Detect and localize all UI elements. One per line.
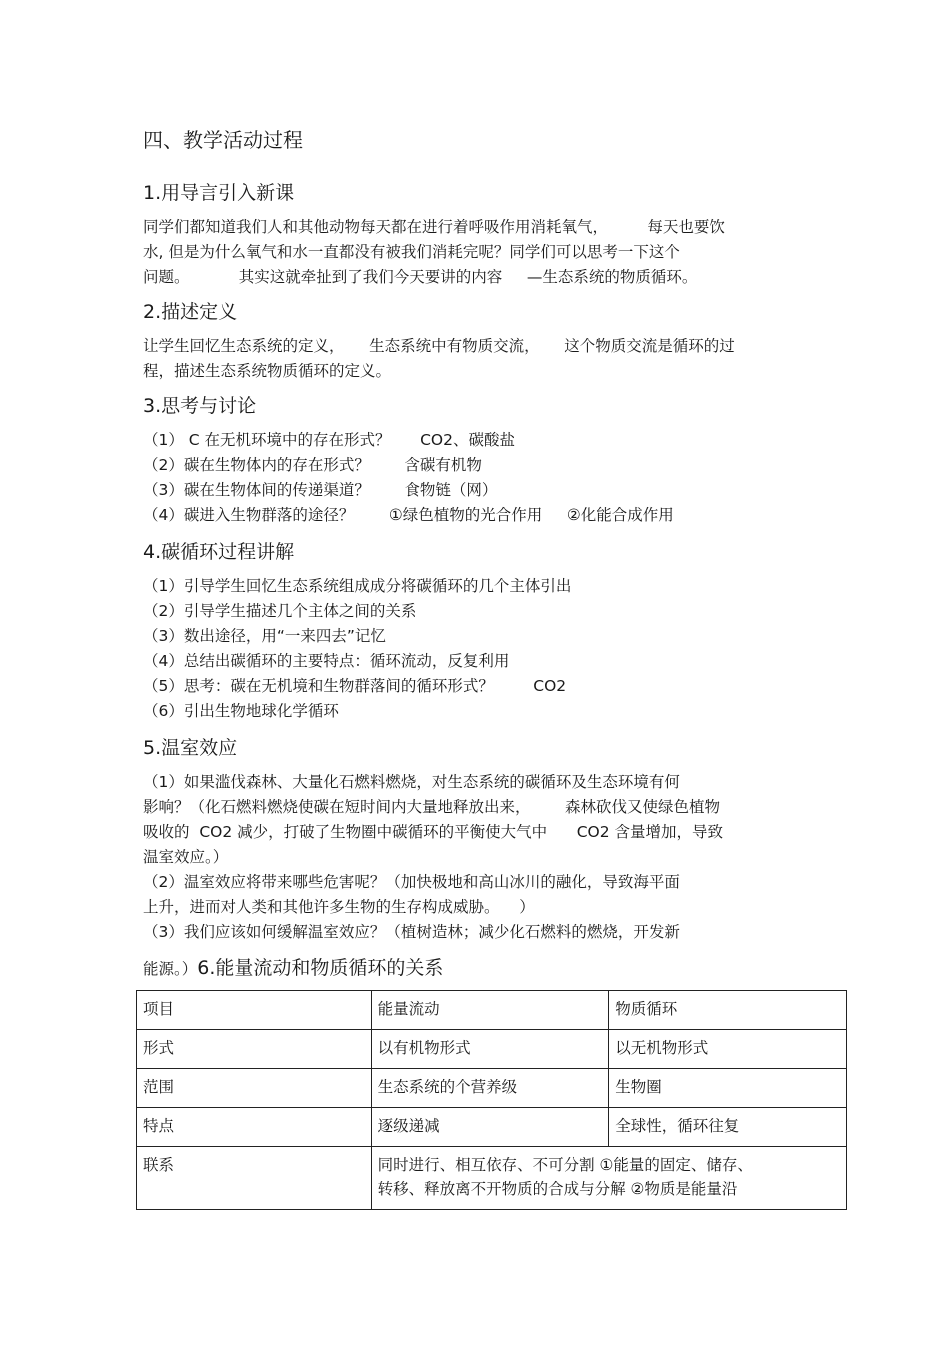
paragraph-line: 同学们都知道我们人和其他动物每天都在进行着呼吸作用消耗氧气， 每天也要饮 [143,218,725,236]
paragraph-line: （1）如果滥伐森林、大量化石燃料燃烧，对生态系统的碳循环及生态环境有何 [143,773,680,791]
section-4 [143,538,848,724]
list-item: （2）碳在生物体内的存在形式？ 含碳有机物 [143,456,482,474]
section-5-paragraph [143,770,848,945]
paragraph-tail: 能源。） [143,960,198,978]
paragraph-line: 问题。 其实这就牵扯到了我们今天要讲的内容 —生态系统的物质循环。 [143,268,698,286]
list-item: （4）总结出碳循环的主要特点：循环流动，反复利用 [143,652,510,670]
table-cell-merged [371,1147,846,1210]
paragraph-line: 水, 但是为什么氧气和水一直都没有被我们消耗完呢？同学们可以思考一下这个 [143,243,680,261]
section-2 [143,298,848,384]
merged-cell-line: 同时进行、相互依存、不可分割 ①能量的固定、储存、 [377,1156,753,1174]
table-row [137,1069,847,1108]
section-6-title: 6.能量流动和物质循环的关系 [197,957,444,979]
table-cell: 特点 [137,1108,372,1147]
table-cell: 逐级递减 [371,1108,609,1147]
list-item: （2）引导学生描述几个主体之间的关系 [143,602,417,620]
section-2-paragraph [143,334,848,384]
section-4-title: 4.碳循环过程讲解 [143,541,295,563]
section-5-title: 5.温室效应 [143,737,238,759]
list-item: （6）引出生物地球化学循环 [143,702,339,720]
paragraph-line: 程，描述生态系统物质循环的定义。 [143,362,392,380]
paragraph-line: （3）我们应该如何缓解温室效应？（植树造林；减少化石燃料的燃烧，开发新 [143,923,680,941]
paragraph-line: 让学生回忆生态系统的定义， 生态系统中有物质交流， 这个物质交流是循环的过 [143,337,735,355]
table-header-cell: 能量流动 [371,991,609,1030]
section-4-list [143,574,848,724]
paragraph-line: 温室效应。） [143,848,229,866]
section-5 [143,734,848,984]
table-cell: 联系 [137,1147,372,1210]
section-1-paragraph [143,215,848,290]
paragraph-line: 吸收的 CO2 减少，打破了生物圈中碳循环的平衡使大气中 CO2 含量增加，导致 [143,823,724,841]
table-cell: 生物圈 [609,1069,847,1108]
table-cell: 形式 [137,1030,372,1069]
paragraph-line: 上升，进而对人类和其他许多生物的生存构成威胁。 ） [143,898,535,916]
comparison-table [136,990,847,1210]
table-row [137,1147,847,1210]
section-3 [143,392,848,528]
list-item: （5）思考：碳在无机境和生物群落间的循环形式？ CO2 [143,677,567,695]
table-cell: 生态系统的个营养级 [371,1069,609,1108]
table-cell: 以无机物形式 [609,1030,847,1069]
section-1 [143,179,848,290]
merged-cell-line: 转移、释放离不开物质的合成与分解 ②物质是能量沿 [377,1180,738,1198]
section-heading: 四、教学活动过程 [143,128,303,152]
table-header-row [137,991,847,1030]
table-row [137,1108,847,1147]
list-item: （1） C 在无机环境中的存在形式？ CO2、碳酸盐 [143,431,515,449]
section-1-title: 1.用导言引入新课 [143,182,295,204]
table-header-cell: 项目 [137,991,372,1030]
section-3-title: 3.思考与讨论 [143,395,257,417]
paragraph-line: （2）温室效应将带来哪些危害呢？（加快极地和高山冰川的融化，导致海平面 [143,873,680,891]
section-2-title: 2.描述定义 [143,301,238,323]
table-cell: 以有机物形式 [371,1030,609,1069]
section-6-title-line [143,953,848,984]
table-row [137,1030,847,1069]
list-item: （4）碳进入生物群落的途径？ ①绿色植物的光合作用 ②化能合成作用 [143,506,674,524]
document-page [143,125,848,1210]
table-header-cell: 物质循环 [609,991,847,1030]
section-3-list [143,428,848,528]
list-item: （3）碳在生物体间的传递渠道？ 食物链（网） [143,481,498,499]
list-item: （3）数出途径，用“一来四去”记忆 [143,627,386,645]
list-item: （1）引导学生回忆生态系统组成成分将碳循环的几个主体引出 [143,577,572,595]
paragraph-line: 影响？（化石燃料燃烧使碳在短时间内大量地释放出来， 森林砍伐又使绿色植物 [143,798,720,816]
table-cell: 全球性，循环往复 [609,1108,847,1147]
table-cell: 范围 [137,1069,372,1108]
